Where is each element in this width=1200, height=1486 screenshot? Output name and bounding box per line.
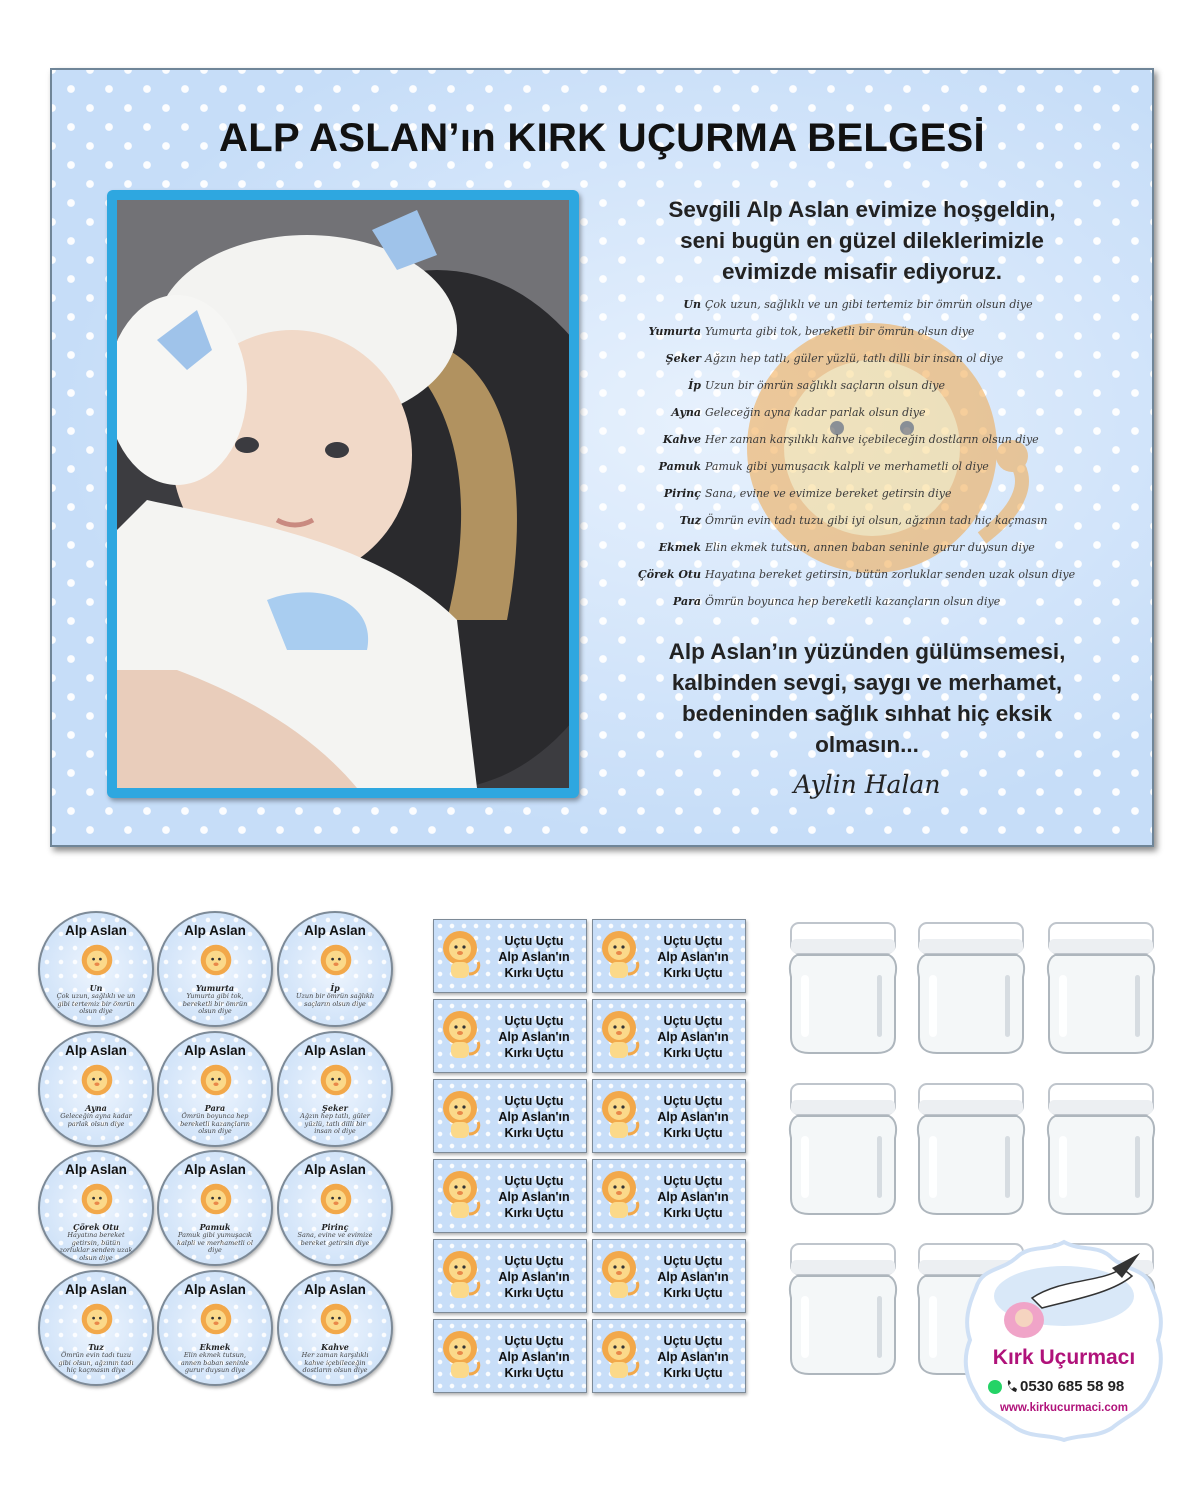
label-text (643, 1253, 743, 1301)
sticker-text: Ağzın hep tatlı, güler yüzlü, tatlı dilli bir insan ol diye (300, 1112, 370, 1135)
wish-key: Şeker (665, 352, 701, 365)
sticker-text: Yumurta gibi tok, bereketli bir ömrün olsun diye (182, 992, 248, 1015)
wish-text: Ağzın hep tatlı, güler yüzlü, tatlı dilli bir insan ol diye (705, 352, 1004, 365)
wish-text: Ömrün boyunca hep bereketli kazançların olsun diye (705, 595, 1001, 608)
label-text (484, 1013, 584, 1061)
glass-jar (783, 917, 903, 1057)
wish-key: Yumurta (648, 325, 701, 338)
rect-label (592, 1319, 746, 1393)
lion-icon (319, 1302, 353, 1336)
label-line: Kırkı Uçtu (663, 1366, 723, 1380)
phone-number (988, 1378, 1166, 1395)
lion-icon (199, 1302, 233, 1336)
wish-row (617, 298, 1033, 311)
label-line: Alp Aslan'ın (498, 950, 570, 964)
label-line: Uçtu Uçtu (663, 1254, 723, 1268)
sticker-name: Alp Aslan (304, 1043, 366, 1058)
label-line: Kırkı Uçtu (504, 1366, 564, 1380)
label-line: Kırkı Uçtu (504, 1046, 564, 1060)
rect-label (592, 1239, 746, 1313)
label-line: Alp Aslan'ın (498, 1350, 570, 1364)
brand-badge (962, 1238, 1166, 1442)
sticker-name: Alp Aslan (65, 1043, 127, 1058)
label-text (643, 1333, 743, 1381)
wishes-list (617, 298, 1137, 628)
rect-label (592, 999, 746, 1073)
round-sticker (277, 1150, 393, 1266)
label-line: Kırkı Uçtu (663, 966, 723, 980)
label-line: Uçtu Uçtu (663, 1014, 723, 1028)
wish-key: Pamuk (658, 460, 701, 473)
sticker-text: Geleceğin ayna kadar parlak olsun diye (60, 1112, 132, 1128)
rect-label (433, 1159, 587, 1233)
outro-line: kalbinden sevgi, saygı ve merhamet, (671, 670, 1063, 695)
label-line: Kırkı Uçtu (504, 966, 564, 980)
wish-text: Elin ekmek tutsun, annen baban seninle gurur duysun diye (705, 541, 1035, 554)
wish-text: Yumurta gibi tok, bereketli bir ömrün olsun diye (705, 325, 975, 338)
rect-label (433, 1239, 587, 1313)
sticker-name: Alp Aslan (304, 1282, 366, 1297)
sticker-text: Ömrün boyunca hep bereketli kazançların olsun diye (180, 1112, 250, 1135)
lion-icon (319, 1182, 353, 1216)
lion-icon (440, 1330, 484, 1382)
label-line: Kırkı Uçtu (663, 1286, 723, 1300)
label-line: Alp Aslan'ın (657, 950, 729, 964)
wish-row (617, 487, 951, 500)
sticker-name: Alp Aslan (65, 923, 127, 938)
lion-icon (440, 1170, 484, 1222)
wish-row (617, 541, 1035, 554)
outro-text (612, 636, 1122, 760)
wish-text: Pamuk gibi yumuşacık kalpli ve merhametli ol diye (705, 460, 989, 473)
rect-label (592, 919, 746, 993)
lion-icon (599, 1330, 643, 1382)
glass-jar (911, 917, 1031, 1057)
round-sticker (157, 1150, 273, 1266)
label-text (484, 1333, 584, 1381)
label-text (643, 1093, 743, 1141)
label-line: Kırkı Uçtu (504, 1286, 564, 1300)
lion-icon (599, 1170, 643, 1222)
sticker-label: Ayna (85, 1103, 107, 1113)
website-url[interactable]: www.kirkucurmaci.com (999, 1402, 1129, 1414)
sticker-name: Alp Aslan (65, 1162, 127, 1177)
wish-key: İp (688, 379, 701, 392)
round-sticker (157, 1270, 273, 1386)
sticker-label: Tuz (88, 1342, 104, 1352)
lion-icon (80, 1182, 114, 1216)
glass-jar (1041, 1078, 1161, 1218)
label-line: Uçtu Uçtu (504, 1094, 564, 1108)
lion-icon (599, 930, 643, 982)
sticker-label: Şeker (322, 1103, 348, 1113)
label-line: Alp Aslan'ın (498, 1110, 570, 1124)
wish-row (617, 514, 1047, 527)
round-sticker (38, 1270, 154, 1386)
wish-key: Para (672, 595, 701, 608)
wish-row (617, 325, 974, 338)
sticker-label: Pirinç (321, 1222, 349, 1232)
sticker-label: Yumurta (195, 983, 235, 993)
sticker-name: Alp Aslan (304, 923, 366, 938)
round-sticker (277, 1031, 393, 1147)
label-line: Uçtu Uçtu (663, 934, 723, 948)
label-line: Uçtu Uçtu (663, 1334, 723, 1348)
lion-icon (319, 943, 353, 977)
outro-line: bedeninden sağlık sıhhat hiç eksik (681, 701, 1053, 726)
label-line: Uçtu Uçtu (663, 1094, 723, 1108)
sticker-label: Para (204, 1103, 226, 1113)
wish-key: Kahve (662, 433, 701, 446)
wish-text: Ömrün evin tadı tuzu gibi iyi olsun, ağzının tadı hiç kaçmasın (705, 514, 1048, 527)
label-line: Kırkı Uçtu (663, 1126, 723, 1140)
rect-label (433, 919, 587, 993)
wish-row (617, 433, 1039, 446)
glass-jar (783, 1078, 903, 1218)
label-line: Uçtu Uçtu (504, 1334, 564, 1348)
sticker-text: Uzun bir ömrün sağlıklı saçların olsun diye (295, 992, 374, 1008)
wish-row (617, 460, 989, 473)
wish-key: Çörek Otu (638, 568, 701, 581)
sticker-name: Alp Aslan (65, 1282, 127, 1297)
wish-key: Ekmek (658, 541, 701, 554)
round-sticker (157, 1031, 273, 1147)
outro-line: olmasın... (815, 732, 919, 757)
wish-row (617, 352, 1003, 365)
wish-text: Uzun bir ömrün sağlıklı saçların olsun diye (705, 379, 946, 392)
wish-text: Hayatına bereket getirsin, bütün zorluklar senden uzak olsun diye (705, 568, 1076, 581)
sticker-name: Alp Aslan (184, 1043, 246, 1058)
wish-text: Her zaman karşılıklı kahve içebileceğin dostların olsun diye (705, 433, 1039, 446)
wish-row (617, 379, 945, 392)
sticker-text: Pamuk gibi yumuşacık kalpli ve merhametli ol diye (177, 1231, 253, 1254)
lion-icon (80, 1302, 114, 1336)
label-text (484, 1093, 584, 1141)
sticker-name: Alp Aslan (184, 1282, 246, 1297)
label-text (484, 933, 584, 981)
round-sticker (38, 1031, 154, 1147)
sticker-name: Alp Aslan (304, 1162, 366, 1177)
lion-icon (199, 1182, 233, 1216)
intro-line: evimizde misafir ediyoruz. (721, 259, 1003, 284)
sticker-label: Kahve (321, 1342, 349, 1352)
label-line: Uçtu Uçtu (504, 1014, 564, 1028)
sticker-name: Alp Aslan (184, 923, 246, 938)
wish-row (617, 568, 1075, 581)
sticker-text: Elin ekmek tutsun, annen baban seninle gurur duysun diye (180, 1351, 250, 1374)
lion-icon (440, 1090, 484, 1142)
lion-icon (80, 943, 114, 977)
lion-icon (440, 1250, 484, 1302)
photo-frame (107, 190, 579, 798)
wish-key: Un (683, 298, 701, 311)
lion-icon (599, 1250, 643, 1302)
sticker-label: Çörek Otu (73, 1222, 119, 1232)
sticker-text: Her zaman karşılıklı kahve içebileceğin dostların olsun diye (301, 1351, 369, 1374)
intro-line: Sevgili Alp Aslan evimize hoşgeldin, (668, 197, 1056, 222)
baby-photo (117, 200, 569, 788)
label-line: Alp Aslan'ın (498, 1190, 570, 1204)
label-text (484, 1253, 584, 1301)
certificate (50, 68, 1154, 847)
wish-row (617, 595, 1000, 608)
label-line: Alp Aslan'ın (498, 1270, 570, 1284)
lion-icon (80, 1063, 114, 1097)
sticker-label: Un (89, 983, 103, 993)
sticker-label: Pamuk (199, 1222, 231, 1232)
wish-key: Pirinç (663, 487, 701, 500)
label-text (643, 1173, 743, 1221)
sticker-text: Çok uzun, sağlıklı ve un gibi tertemiz bir ömrün olsun diye (56, 992, 136, 1015)
wish-text: Geleceğin ayna kadar parlak olsun diye (705, 406, 926, 419)
label-line: Kırkı Uçtu (663, 1206, 723, 1220)
label-line: Uçtu Uçtu (663, 1174, 723, 1188)
label-line: Alp Aslan'ın (498, 1030, 570, 1044)
label-line: Uçtu Uçtu (504, 1174, 564, 1188)
label-line: Kırkı Uçtu (504, 1206, 564, 1220)
glass-jar (1041, 917, 1161, 1057)
sticker-text: Hayatına bereket getirsin, bütün zorluklar senden uzak olsun diye (59, 1231, 133, 1262)
round-sticker (277, 1270, 393, 1386)
rect-label (592, 1159, 746, 1233)
rect-label (433, 999, 587, 1073)
intro-text (612, 194, 1112, 287)
label-line: Kırkı Uçtu (663, 1046, 723, 1060)
label-line: Alp Aslan'ın (657, 1030, 729, 1044)
glass-jar (783, 1238, 903, 1378)
intro-line: seni bugün en güzel dileklerimizle (680, 228, 1044, 253)
lion-icon (199, 943, 233, 977)
wish-key: Tuz (679, 514, 701, 527)
rect-label (433, 1079, 587, 1153)
sticker-text: Ömrün evin tadı tuzu gibi olsun, ağzının tadı hiç kaçmasın diye (58, 1351, 134, 1374)
label-text (643, 933, 743, 981)
label-line: Kırkı Uçtu (504, 1126, 564, 1140)
round-sticker (277, 911, 393, 1027)
lion-icon (319, 1063, 353, 1097)
round-sticker (38, 911, 154, 1027)
rect-label (592, 1079, 746, 1153)
lion-icon (599, 1090, 643, 1142)
label-line: Uçtu Uçtu (504, 1254, 564, 1268)
lion-icon (599, 1010, 643, 1062)
certificate-title: ALP ASLAN’ın KIRK UÇURMA BELGESİ (219, 116, 985, 160)
label-text (643, 1013, 743, 1061)
sticker-name: Alp Aslan (184, 1162, 246, 1177)
label-line: Uçtu Uçtu (504, 934, 564, 948)
label-line: Alp Aslan'ın (657, 1350, 729, 1364)
label-line: Alp Aslan'ın (657, 1190, 729, 1204)
round-sticker (157, 911, 273, 1027)
signature: Aylin Halan (793, 770, 941, 799)
outro-line: Alp Aslan’ın yüzünden gülümsemesi, (668, 639, 1066, 664)
label-line: Alp Aslan'ın (657, 1110, 729, 1124)
lion-icon (440, 930, 484, 982)
round-sticker (38, 1150, 154, 1266)
wish-text: Çok uzun, sağlıklı ve un gibi tertemiz bir ömrün olsun diye (705, 298, 1033, 311)
lion-icon (440, 1010, 484, 1062)
wish-row (617, 406, 925, 419)
rect-label (433, 1319, 587, 1393)
sticker-text: Sana, evine ve evimize bereket getirsin diye (297, 1231, 373, 1247)
brand-name: Kırk Uçurmacı (992, 1346, 1136, 1369)
wish-key: Ayna (671, 406, 701, 419)
sticker-label: Ekmek (199, 1342, 231, 1352)
phone-text: 0530 685 58 98 (1020, 1378, 1125, 1395)
label-text (484, 1173, 584, 1221)
wish-text: Sana, evine ve evimize bereket getirsin diye (705, 487, 952, 500)
lion-icon (199, 1063, 233, 1097)
glass-jar (911, 1078, 1031, 1218)
label-line: Alp Aslan'ın (657, 1270, 729, 1284)
sticker-label: İp (330, 983, 340, 993)
